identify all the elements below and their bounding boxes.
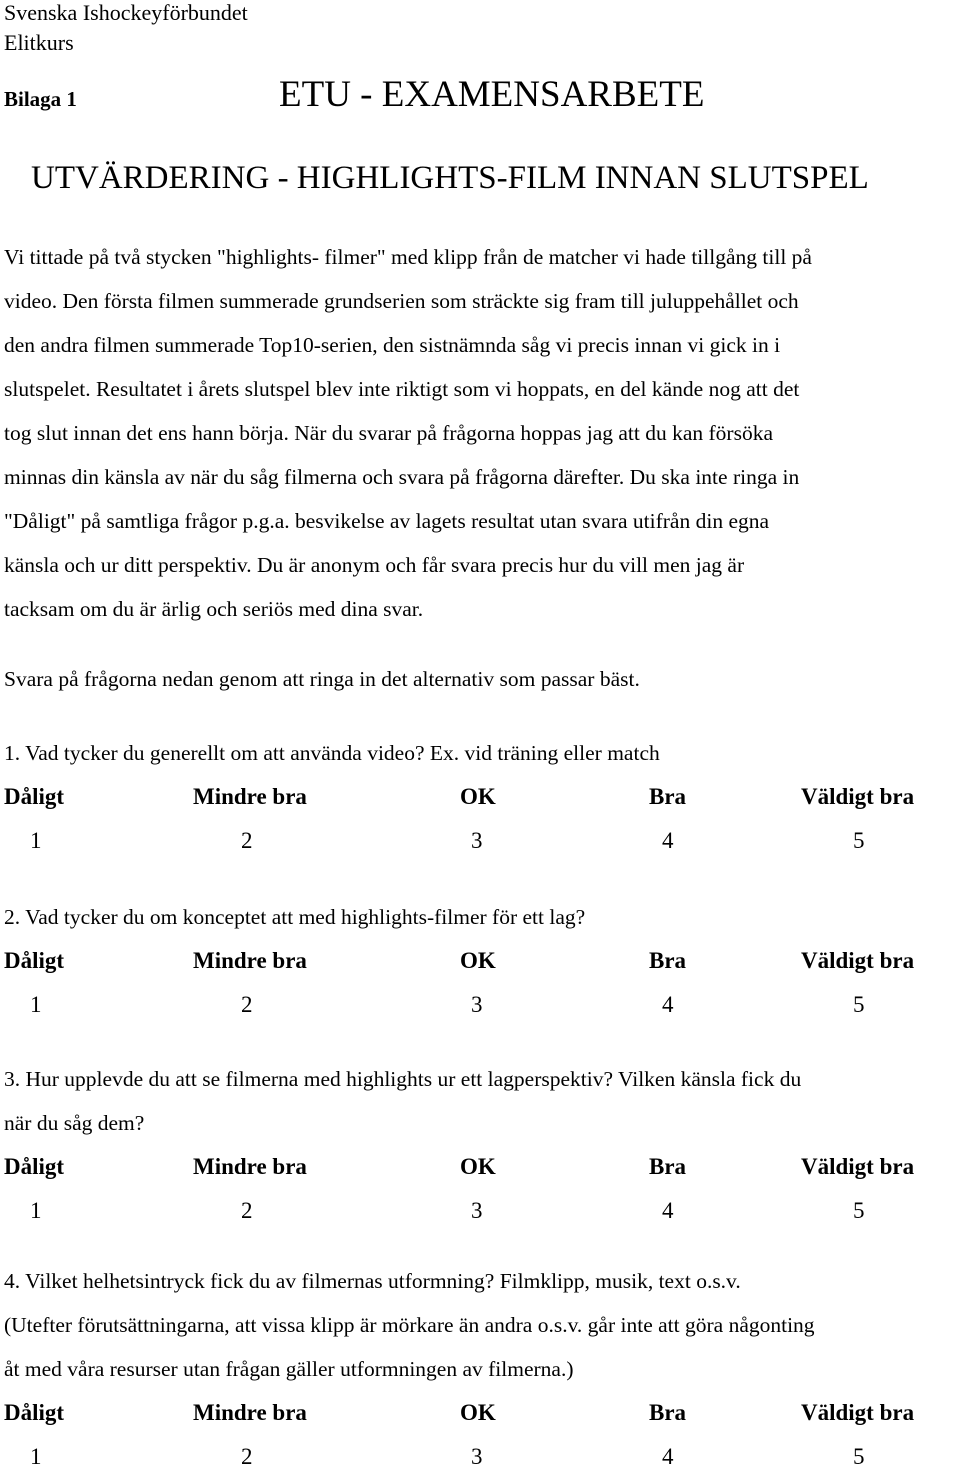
scale-value-5[interactable]: 5 bbox=[853, 828, 865, 853]
scale-value-3[interactable]: 3 bbox=[471, 1444, 483, 1469]
course-name: Elitkurs bbox=[4, 30, 74, 55]
question-line bbox=[4, 1259, 960, 1303]
scale-value-2[interactable]: 2 bbox=[241, 1198, 253, 1223]
instruction-text: Svara på frågorna nedan genom att ringa in det alternativ som passar bäst. bbox=[4, 667, 640, 691]
question-text bbox=[4, 731, 960, 775]
scale-value-4[interactable]: 4 bbox=[662, 1198, 674, 1223]
scale-label-very-good[interactable]: Väldigt bra bbox=[801, 948, 915, 973]
scale-label-ok[interactable]: OK bbox=[460, 948, 496, 973]
question-text bbox=[4, 895, 960, 939]
intro-line: Vi tittade på två stycken "highlights- filmer" med klipp från de matcher vi hade tillgång till på bbox=[4, 245, 812, 269]
question-text bbox=[4, 1057, 960, 1145]
scale-value-4[interactable]: 4 bbox=[662, 1444, 674, 1469]
scale-value-3[interactable]: 3 bbox=[471, 1198, 483, 1223]
scale-label-ok[interactable]: OK bbox=[460, 1154, 496, 1179]
scale-label-poor[interactable]: Dåligt bbox=[4, 1154, 65, 1179]
scale-value-1[interactable]: 1 bbox=[30, 828, 42, 853]
scale-value-4[interactable]: 4 bbox=[662, 828, 674, 853]
question-line-text: åt med våra resurser utan frågan gäller utformningen av filmerna.) bbox=[4, 1357, 574, 1381]
page-title: ETU - EXAMENSARBETE bbox=[279, 74, 705, 115]
scale-value-4[interactable]: 4 bbox=[662, 992, 674, 1017]
rating-scale bbox=[4, 775, 960, 863]
question-number: 4. bbox=[4, 1269, 21, 1293]
scale-value-5[interactable]: 5 bbox=[853, 1444, 865, 1469]
scale-label-ok[interactable]: OK bbox=[460, 784, 496, 809]
intro-line: tacksam om du är ärlig och seriös med dina svar. bbox=[4, 597, 424, 621]
question-2 bbox=[4, 895, 960, 1027]
scale-label-poor[interactable]: Dåligt bbox=[4, 784, 65, 809]
appendix-label: Bilaga 1 bbox=[4, 87, 77, 111]
scale-label-very-good[interactable]: Väldigt bra bbox=[801, 1400, 915, 1425]
scale-value-2[interactable]: 2 bbox=[241, 828, 253, 853]
scale-label-less-good[interactable]: Mindre bra bbox=[193, 1400, 307, 1425]
question-line-text: Vad tycker du om konceptet att med highlights-filmer för ett lag? bbox=[25, 905, 586, 929]
scale-value-1[interactable]: 1 bbox=[30, 1444, 42, 1469]
scale-label-less-good[interactable]: Mindre bra bbox=[193, 948, 307, 973]
scale-value-2[interactable]: 2 bbox=[241, 1444, 253, 1469]
question-3 bbox=[4, 1057, 960, 1233]
rating-scale bbox=[4, 939, 960, 1027]
question-line-text: Hur upplevde du att se filmerna med highlights ur ett lagperspektiv? Vilken känsla fick du bbox=[25, 1067, 802, 1091]
intro-line: video. Den första filmen summerade grundserien som sträckte sig fram till juluppehållet och bbox=[4, 289, 799, 313]
scale-value-5[interactable]: 5 bbox=[853, 992, 865, 1017]
scale-label-very-good[interactable]: Väldigt bra bbox=[801, 784, 915, 809]
intro-line: den andra filmen summerade Top10-serien, den sistnämnda såg vi precis innan vi gick in i bbox=[4, 333, 781, 357]
question-text bbox=[4, 1259, 960, 1391]
scale-value-2[interactable]: 2 bbox=[241, 992, 253, 1017]
question-number: 2. bbox=[4, 905, 21, 929]
intro-line: tog slut innan det ens hann börja. När du svarar på frågorna hoppas jag att du kan försöka bbox=[4, 421, 773, 445]
intro-line: minnas din känsla av när du såg filmerna och svara på frågorna därefter. Du ska inte ringa in bbox=[4, 465, 800, 489]
scale-label-good[interactable]: Bra bbox=[649, 948, 687, 973]
scale-label-good[interactable]: Bra bbox=[649, 784, 687, 809]
intro-line: känsla och ur ditt perspektiv. Du är anonym och får svara precis hur du vill men jag är bbox=[4, 553, 745, 577]
question-line-text: Vilket helhetsintryck fick du av filmernas utformning? Filmklipp, musik, text o.s.v. bbox=[25, 1269, 741, 1293]
intro-line: slutspelet. Resultatet i årets slutspel blev inte riktigt som vi hoppats, en del kände nog att det bbox=[4, 377, 800, 401]
question-line bbox=[4, 895, 960, 939]
scale-label-less-good[interactable]: Mindre bra bbox=[193, 784, 307, 809]
scale-value-3[interactable]: 3 bbox=[471, 992, 483, 1017]
scale-label-good[interactable]: Bra bbox=[649, 1154, 687, 1179]
question-line-text: (Utefter förutsättningarna, att vissa klipp är mörkare än andra o.s.v. går inte att göra någonting bbox=[4, 1313, 815, 1337]
intro-paragraph bbox=[4, 235, 960, 631]
question-line bbox=[4, 1057, 960, 1101]
scale-label-poor[interactable]: Dåligt bbox=[4, 948, 65, 973]
scale-label-very-good[interactable]: Väldigt bra bbox=[801, 1154, 915, 1179]
question-line bbox=[4, 731, 960, 775]
scale-value-5[interactable]: 5 bbox=[853, 1198, 865, 1223]
scale-label-good[interactable]: Bra bbox=[649, 1400, 687, 1425]
scale-label-ok[interactable]: OK bbox=[460, 1400, 496, 1425]
question-1 bbox=[4, 731, 960, 863]
intro-line: "Dåligt" på samtliga frågor p.g.a. besvikelse av lagets resultat utan svara utifrån din egna bbox=[4, 509, 770, 533]
question-4 bbox=[4, 1259, 960, 1479]
question-line-text: när du såg dem? bbox=[4, 1111, 145, 1135]
scale-value-3[interactable]: 3 bbox=[471, 828, 483, 853]
scale-label-poor[interactable]: Dåligt bbox=[4, 1400, 65, 1425]
question-line-text: Vad tycker du generellt om att använda video? Ex. vid träning eller match bbox=[25, 741, 660, 765]
scale-value-1[interactable]: 1 bbox=[30, 1198, 42, 1223]
scale-value-1[interactable]: 1 bbox=[30, 992, 42, 1017]
page-subtitle: UTVÄRDERING - HIGHLIGHTS-FILM INNAN SLUTSPEL bbox=[31, 160, 869, 196]
question-number: 3. bbox=[4, 1067, 21, 1091]
scale-label-less-good[interactable]: Mindre bra bbox=[193, 1154, 307, 1179]
rating-scale bbox=[4, 1145, 960, 1233]
question-number: 1. bbox=[4, 741, 21, 765]
organization-name: Svenska Ishockeyförbundet bbox=[4, 0, 248, 25]
